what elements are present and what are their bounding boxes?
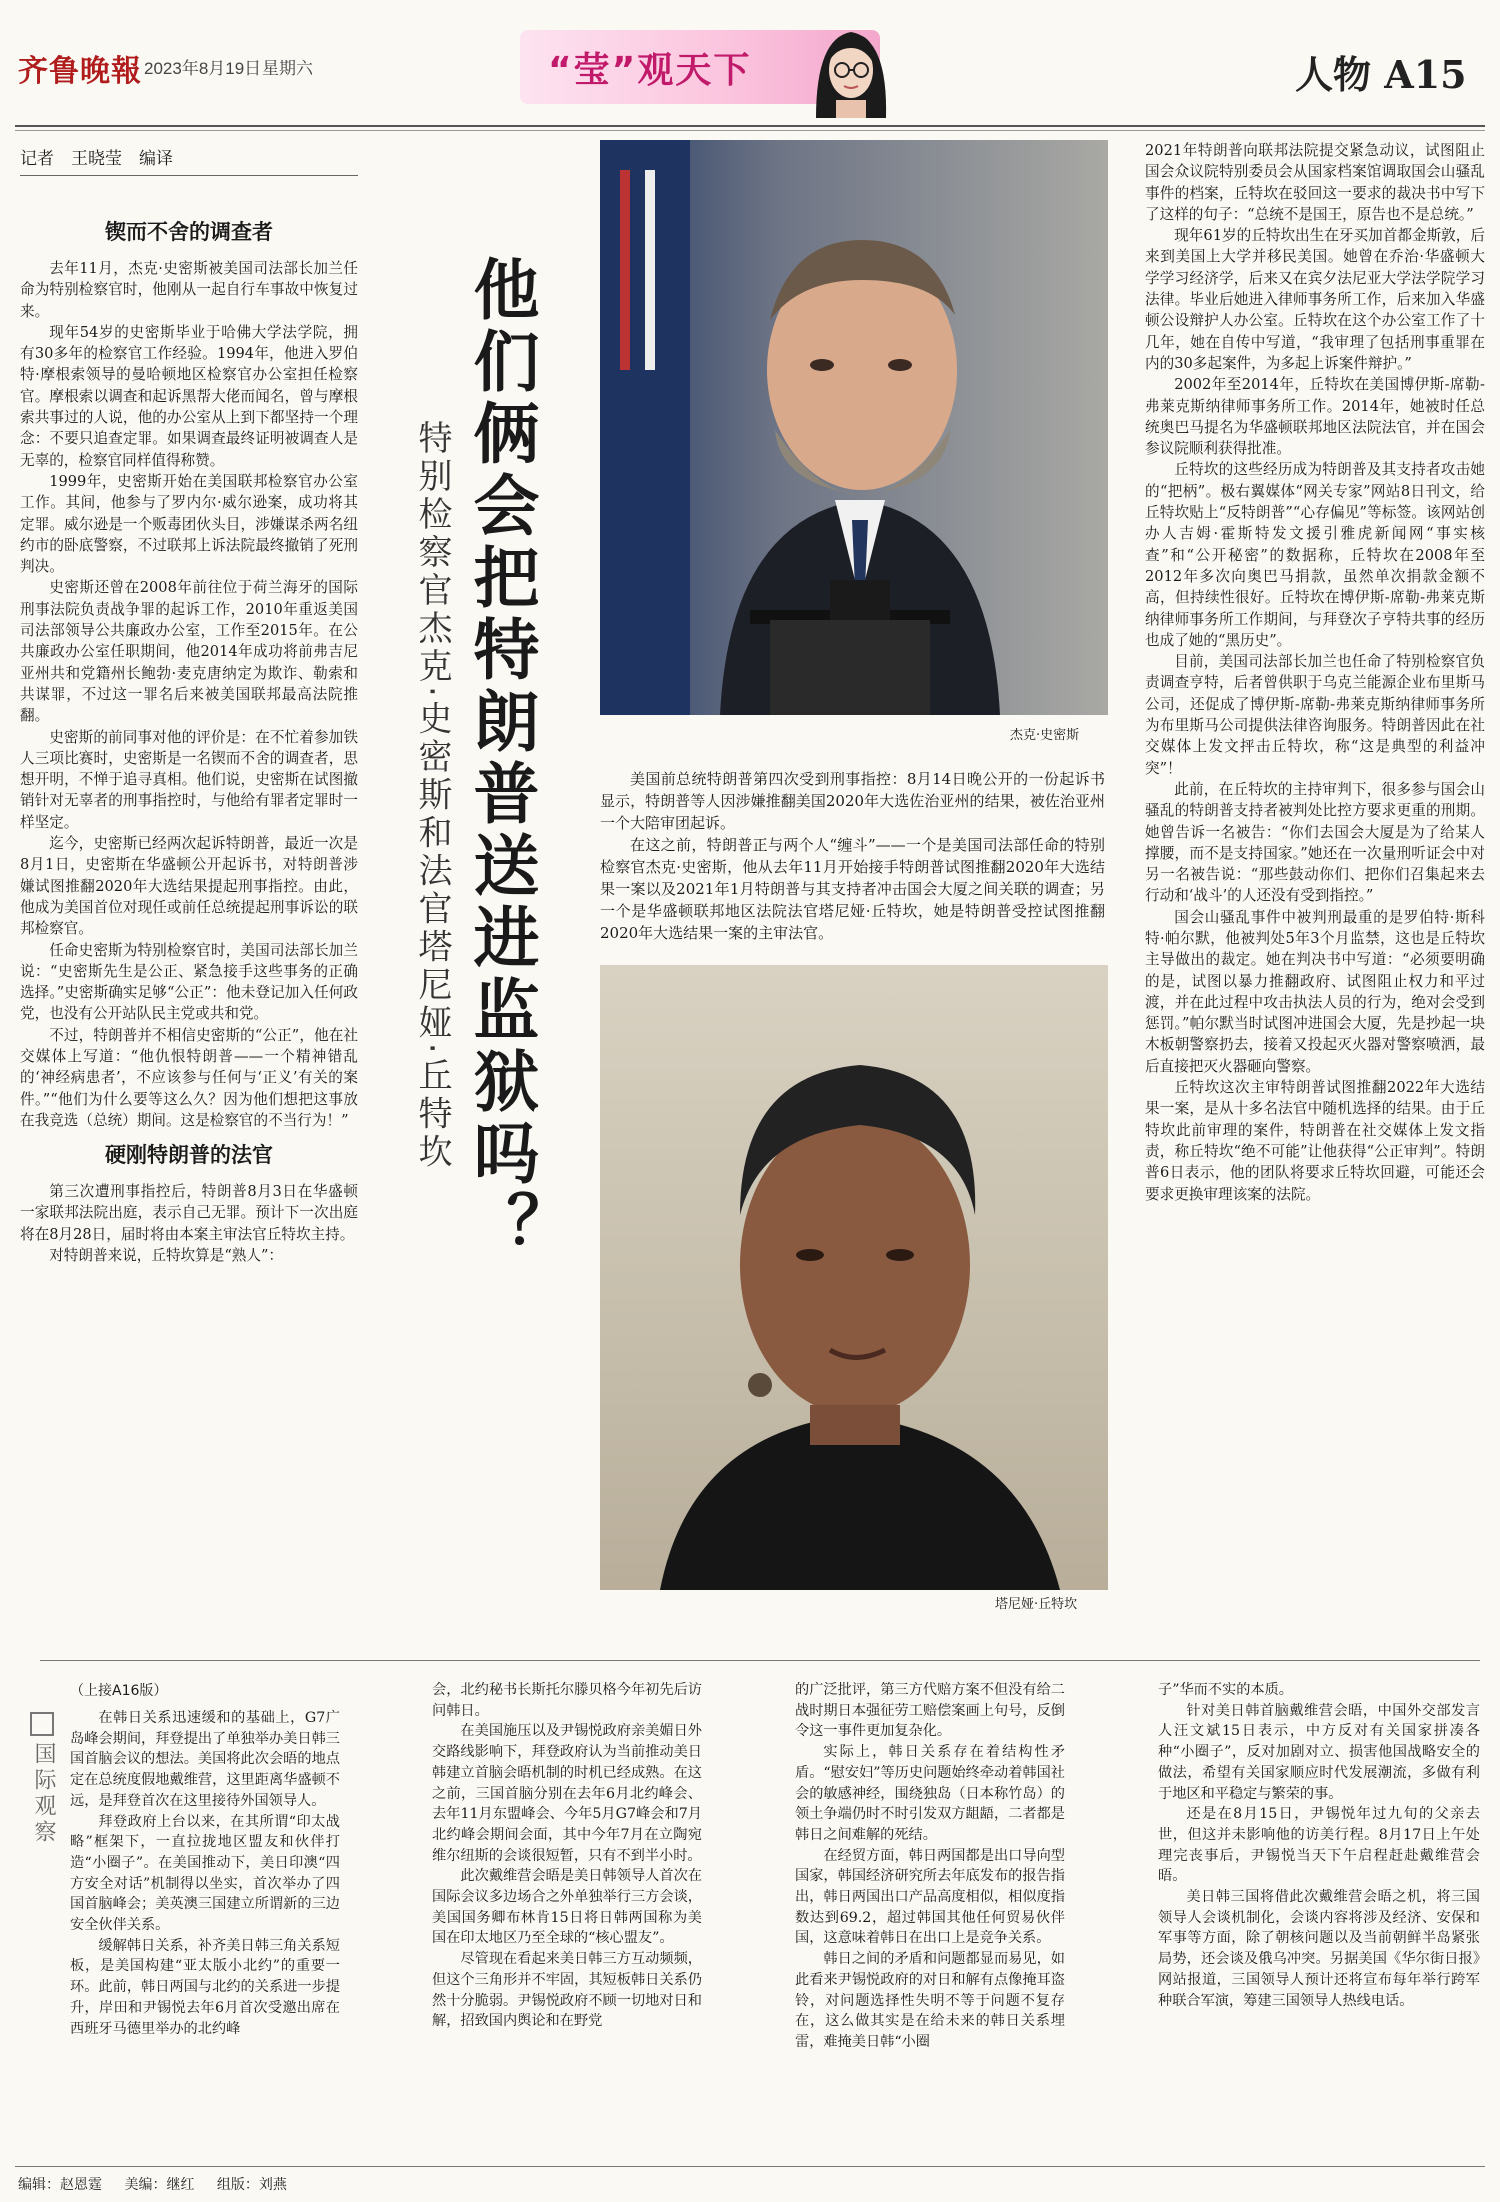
lower-column-1: [70, 1680, 340, 2039]
paragraph: 不过，特朗普并不相信史密斯的“公正”，他在社交媒体上写道：“他仇恨特朗普——一个精神错乱的‘神经病患者’，不应该参与任何与‘正义’有关的案件。”“他们为什么要等这么久？因为他们想把这事放在我竞选（总统）期间。这是检察官的不当行为！”: [20, 1026, 358, 1129]
paragraph: 现年61岁的丘特坎出生在牙买加首都金斯敦，后来到美国上大学并移民美国。她曾在乔治·华盛顿大学学习经济学，后来又在宾夕法尼亚大学法学院学习法律。毕业后她进入律师事务所工作，后来加入华盛顿公设辩护人办公室。丘特坎在这个办公室工作了十几年，她在自传中写道，“我审理了包括刑事重罪在内的30多起案件，为多起上诉案件辩护。”: [1145, 227, 1485, 372]
article-lead: [600, 768, 1105, 944]
photo-caption: 塔尼娅·丘特坎: [995, 1597, 1078, 1612]
paragraph: 对特朗普来说，丘特坎算是“熟人”：: [49, 1247, 284, 1265]
paragraph: 尽管现在看起来美日韩三方互动频频，但这个三角形并不牢固，其短板韩日关系仍然十分脆弱。尹锡悦政府不顾一切地对日和解，招致国内舆论和在野党: [432, 1951, 702, 2030]
columnist-avatar: [806, 18, 896, 118]
section-divider: [40, 1660, 1480, 1661]
footer-editor: 编辑：赵恩霆: [18, 2177, 102, 2193]
paragraph: 迄今，史密斯已经两次起诉特朗普，最近一次是8月1日，史密斯在华盛顿公开起诉书，对特朗普涉嫌试图推翻2020年大选结果提起刑事指控。由此，他成为美国首位对现任或前任总统提起刑事诉讼的联邦检察官。: [20, 835, 358, 938]
paragraph: 还是在8月15日，尹锡悦年过九旬的父亲去世，但这并未影响他的访美行程。8月17日上午处理完丧事后，尹锡悦当天下午启程赶赴戴维营会晤。: [1158, 1806, 1480, 1885]
lower-column-2: [432, 1680, 702, 2032]
paragraph: 任命史密斯为特别检察官时，美国司法部长加兰说：“史密斯先生是公正、紧急接手这些事务的正确选择。”史密斯确实足够“公正”：他未登记加入任何政党，也没有公开站队民主党或共和党。: [20, 941, 358, 1023]
paragraph: 在韩日关系迅速缓和的基础上，G7广岛峰会期间，拜登提出了单独举办美日韩三国首脑会议的想法。美国将此次会晤的地点定在总统度假地戴维营，这里距离华盛顿不远，是拜登首次在这里接待外国领导人。: [70, 1710, 340, 1809]
photo-tanya-chutkan: [600, 965, 1108, 1590]
issue-weekday: 星期六: [262, 59, 313, 78]
paragraph: 在美国施压以及尹锡悦政府亲美媚日外交路线影响下，拜登政府认为当前推动美日韩建立首脑会晤机制的时机已经成熟。在这之前，三国首脑分别在去年6月北约峰会、去年11月东盟峰会、今年5月G7峰会和7月北约峰会期间会面，其中今年7月在立陶宛维尔纽斯的会谈很短暂，只有不到半小时。: [432, 1723, 702, 1864]
article-column-right: [1145, 140, 1485, 1205]
subhead-judge: 硬刚特朗普的法官: [105, 1143, 273, 1168]
headline-box: [462, 255, 565, 1595]
paragraph: 第三次遭刑事指控后，特朗普8月3日在华盛顿一家联邦法院出庭，表示自己无罪。预计下一次出庭将在8月28日，届时将由本案主审法官丘特坎主持。: [20, 1183, 358, 1243]
paragraph: 的广泛批评，第三方代赔方案不但没有给二战时期日本强征劳工赔偿案画上句号，反倒令这一事件更加复杂化。: [795, 1682, 1065, 1740]
paragraph: 1999年，史密斯开始在美国联邦检察官办公室工作。其间，他参与了罗内尔·威尔逊案，成功将其定罪。威尔逊是一个贩毒团伙头目，涉嫌谋杀两名纽约市的卧底警察，不过联邦上诉法院最终撤销了死刑判决。: [20, 472, 358, 576]
footer-art-editor: 美编：继红: [124, 2177, 195, 2193]
paragraph: 在经贸方面，韩日两国都是出口导向型国家，韩国经济研究所去年底发布的报告指出，韩日两国出口产品高度相似，相似度指数达到69.2，超过韩国其他任何贸易伙伴国，这意味着韩日在出口上是竞争关系。: [795, 1847, 1065, 1947]
photo-jack-smith: [600, 140, 1108, 715]
paragraph: 史密斯的前同事对他的评价是：在不忙着参加铁人三项比赛时，史密斯是一名锲而不舍的调查者，思想开明，不惮于追寻真相。他们说，史密斯在试图撤销针对无辜者的刑事指控时，与他给有罪者定罪时一样坚定。: [20, 728, 358, 831]
paragraph: 韩日之间的矛盾和问题都显而易见，如此看来尹锡悦政府的对日和解有点像掩耳盗铃，对问题选择性失明不等于问题不复存在，这么做其实是在给未来的韩日关系埋雷，难掩美日韩“小圈: [795, 1951, 1065, 2050]
subhead-investigator: 锲而不舍的调查者: [105, 220, 273, 244]
paragraph: 在这之前，特朗普正与两个人“缠斗”——一个是美国司法部任命的特别检察官杰克·史密斯，他从去年11月开始接手特朗普试图推翻2020年大选结果一案以及2021年1月特朗普与其支持者冲击国会大厦之间关联的调查；另一个是华盛顿联邦地区法院法官塔尼娅·丘特坎，她是特朗普受控试图推翻2020年大选结果一案的主审法官。: [600, 836, 1105, 942]
paragraph: 缓解韩日关系，补齐美日韩三角关系短板，是美国构建“亚太版小北约”的重要一环。此前，韩日两国与北约的关系进一步提升，岸田和尹锡悦去年6月首次受邀出席在西班牙马德里举办的北约峰: [70, 1937, 340, 2037]
newspaper-logo: 齐鲁晚報: [18, 54, 142, 89]
masthead-rule-thin: [15, 130, 1485, 131]
column-title: “莹”观天下: [548, 50, 752, 91]
section-label: 人物 A15: [1295, 52, 1467, 97]
lower-column-3: [795, 1680, 1065, 2053]
paragraph: 此次戴维营会晤是美日韩领导人首次在国际会议多边场合之外单独举行三方会谈，美国国务卿布林肯15日将日韩两国称为美国在印太地区乃至全球的“核心盟友”。: [432, 1868, 702, 1947]
byline-rule: [20, 175, 358, 176]
paragraph: 美国前总统特朗普第四次受到刑事指控：8月14日晚公开的一份起诉书显示，特朗普等人因涉嫌推翻美国2020年大选佐治亚州的结果，被佐治亚州一个大陪审团起诉。: [600, 770, 1105, 832]
section-tag-label: 国际观察: [31, 1742, 56, 1846]
article-column-left: [20, 140, 358, 1266]
photo-caption: 杰克·史密斯: [1010, 728, 1080, 743]
section-tag: [28, 1712, 54, 1882]
paragraph: 拜登政府上台以来，在其所谓“印太战略”框架下，一直拉拢地区盟友和伙伴打造“小圈子”。在美国推动下，美日印澳“四方安全对话”机制得以坐实，首次举办了四国首脑峰会；美英澳三国建立所谓新的三边安全伙伴关系。: [70, 1813, 340, 1934]
paragraph: 目前，美国司法部长加兰也任命了特别检察官负责调查亨特，后者曾供职于乌克兰能源企业布里斯马公司，还促成了博伊斯-席勒-弗莱克斯纳律师事务所为布里斯马公司提供法律咨询服务。特朗普因此在社交媒体上发文抨击丘特坎，称“这是典型的利益冲突”！: [1145, 653, 1485, 777]
paragraph: 现年54岁的史密斯毕业于哈佛大学法学院，拥有30多年的检察官工作经验。1994年，他进入罗伯特·摩根索领导的曼哈顿地区检察官办公室担任检察官。摩根索以调查和起诉黑帮大佬而闻名，曾与摩根索共事过的人说，他的办公室从上到下都坚持一个理念：不要只追查定罪。如果调查最终证明被调查人是无辜的，检察官同样值得称赞。: [20, 323, 358, 469]
headline: 他们俩会把特朗普送进监狱吗？: [462, 255, 539, 1263]
paragraph: 2021年特朗普向联邦法院提交紧急动议，试图阻止国会众议院特别委员会从国家档案馆调取国会山骚乱事件的档案，丘特坎在驳回这一要求的裁决书中写下了这样的句子：“总统不是国王，原告也不是总统。”: [1145, 142, 1485, 223]
subheadline-box: [408, 420, 456, 1320]
paragraph: 丘特坎这次主审特朗普试图推翻2022年大选结果一案，是从十多名法官中随机选择的结果。由于丘特坎此前审理的案件，特朗普在社交媒体上发文指责，称丘特坎“绝不可能”让他获得“公正审判”。特朗普6日表示，他的团队将要求丘特坎回避，可能还会要求更换审理该案的法院。: [1145, 1079, 1485, 1203]
continued-from: （上接A16版）: [70, 1683, 168, 1699]
paragraph: 会，北约秘书长斯托尔滕贝格今年初先后访问韩日。: [432, 1682, 702, 1719]
footer-layout: 组版：刘燕: [216, 2177, 287, 2193]
paragraph: 史密斯还曾在2008年前往位于荷兰海牙的国际刑事法院负责战争罪的起诉工作，2010年重返美国司法部领导公共廉政办公室，工作至2015年。在公共廉政办公室任职期间，他2014年成功将前弗吉尼亚州共和党籍州长鲍勃·麦克唐纳定为欺诈、勒索和共谋罪，不过这一罪名后来被美国联邦最高法院推翻。: [20, 579, 358, 725]
footer-rule: [15, 2166, 1485, 2167]
subheadline: 特别检察官杰克·史密斯和法官塔尼娅·丘特坎: [412, 420, 452, 1172]
paragraph: 2002年至2014年，丘特坎在美国博伊斯-席勒-弗莱克斯纳律师事务所工作。2014年，她被时任总统奥巴马提名为华盛顿联邦地区法院法官，并在国会参议院顺利获得批准。: [1145, 376, 1485, 458]
paragraph: 去年11月，杰克·史密斯被美国司法部长加兰任命为特别检察官时，他刚从一起自行车事故中恢复过来。: [20, 260, 358, 320]
section-tag-square-icon: [30, 1712, 54, 1736]
paragraph: 丘特坎的这些经历成为特朗普及其支持者攻击她的“把柄”。极右翼媒体“网关专家”网站8日刊文，给丘特坎贴上“反特朗普”“心存偏见”等标签。该网站创办人吉姆·霍斯特发文援引雅虎新闻网“事实核查”和“公开秘密”的数据称，丘特坎在2008年至2012年多次向奥巴马捐款，虽然单次捐款金额不高，但持续性很好。丘特坎在博伊斯-席勒-弗莱克斯纳律师事务所工作期间，与拜登次子亨特共事的经历也成了她的“黑历史”。: [1145, 461, 1485, 649]
paragraph: 针对美日韩首脑戴维营会晤，中国外交部发言人汪文斌15日表示，中方反对有关国家拼凑各种“小圈子”，反对加剧对立、损害他国战略安全的做法，希望有关国家顺应时代发展潮流，多做有利于地区和平稳定与繁荣的事。: [1158, 1702, 1480, 1802]
issue-date: 2023年8月19日: [144, 59, 262, 78]
paragraph: 美日韩三国将借此次戴维营会晤之机，将三国领导人会谈机制化，会谈内容将涉及经济、安保和军事等方面，除了朝核问题以及当前朝鲜半岛紧张局势，还会谈及俄乌冲突。另据美国《华尔街日报》网站报道，三国领导人预计还将宣布每年举行跨军种联合军演，筹建三国领导人热线电话。: [1158, 1889, 1480, 2009]
byline: 记者 王晓莹 编译: [20, 149, 173, 169]
paragraph: 此前，在丘特坎的主持审判下，很多参与国会山骚乱的特朗普支持者被判处比控方要求更重的刑期。她曾告诉一名被告：“你们去国会大厦是为了给某人撑腰，而不是支持国家。”她还在一次量刑听证会中对另一名被告说：“那些鼓动你们、把你们召集起来去行动和‘战斗’的人还没有受到指控。”: [1145, 780, 1485, 905]
lower-column-4: [1158, 1680, 1480, 2011]
paragraph: 子”华而不实的本质。: [1158, 1682, 1293, 1698]
footer-credits: [18, 2174, 305, 2194]
masthead-rule: [15, 125, 1485, 127]
paragraph: 实际上，韩日关系存在着结构性矛盾。“慰安妇”等历史问题始终牵动着韩国社会的敏感神经，围绕独岛（日本称竹岛）的领土争端仍时不时引发双方龃龉，二者都是韩日之间难解的死结。: [795, 1744, 1065, 1843]
paragraph: 国会山骚乱事件中被判刑最重的是罗伯特·斯科特·帕尔默，他被判处5年3个月监禁，这也是丘特坎主导做出的裁定。她在判决书中写道：“必须要明确的是，试图以暴力推翻政府、试图阻止权力和平过渡，并在此过程中攻击执法人员的行为，绝对会受到惩罚。”帕尔默当时试图冲进国会大厦，先是抄起一块木板朝警察扔去，接着又投起灭火器对警察喷洒，最后直接把灭火器砸向警察。: [1145, 908, 1485, 1075]
